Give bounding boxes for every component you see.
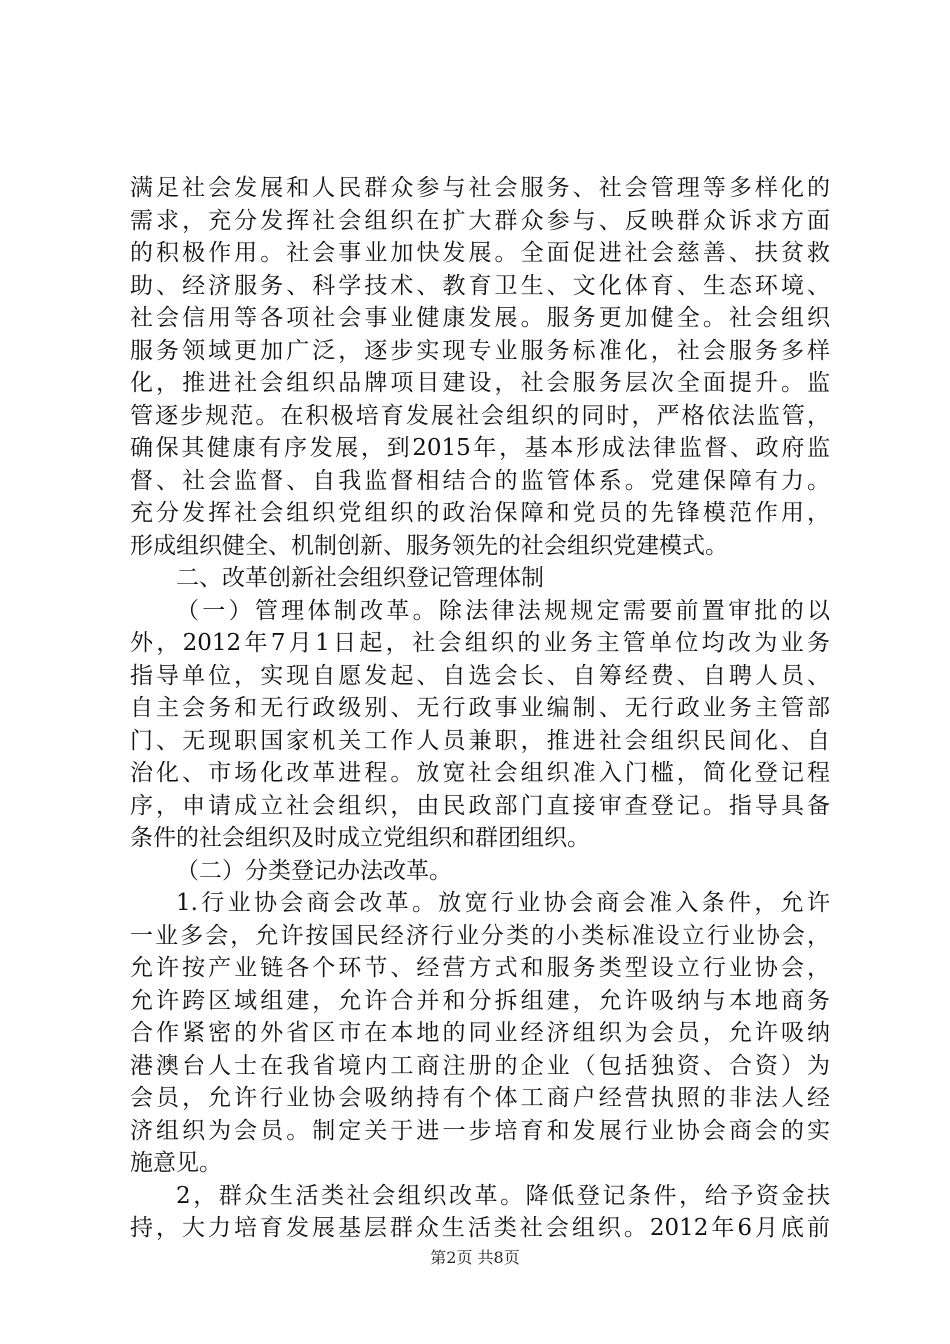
text-line: 管逐步规范。在积极培育发展社会组织的同时，严格依法监管， bbox=[130, 402, 830, 429]
text-line: 形成组织健全、机制创新、服务领先的社会组织党建模式。 bbox=[130, 532, 728, 559]
text-line: 的积极作用。社会事业加快发展。全面促进社会慈善、扶贫救 bbox=[130, 240, 830, 266]
text-line: 2，群众生活类社会组织改革。降低登记条件，给予资金扶 bbox=[176, 1182, 830, 1209]
text-line: 港澳台人士在我省境内工商注册的企业（包括独资、合资）为 bbox=[130, 1052, 830, 1079]
text-line: 合作紧密的外省区市在本地的同业经济组织为会员，允许吸纳 bbox=[130, 1020, 830, 1046]
text-line: 指导单位，实现自愿发起、自选会长、自筹经费、自聘人员、 bbox=[130, 662, 830, 689]
text-line: 需求，充分发挥社会组织在扩大群众参与、反映群众诉求方面 bbox=[130, 207, 830, 234]
text-line: 自主会务和无行政级别、无行政事业编制、无行政业务主管部 bbox=[130, 695, 830, 721]
text-line: 助、经济服务、科学技术、教育卫生、文化体育、生态环境、 bbox=[130, 272, 830, 299]
page-footer: 第2页 共8页 bbox=[430, 1248, 520, 1267]
text-line: 充分发挥社会组织党组织的政治保障和党员的先锋模范作用， bbox=[130, 500, 830, 526]
text-line: 条件的社会组织及时成立党组织和群团组织。 bbox=[130, 825, 590, 851]
text-line: 满足社会发展和人民群众参与社会服务、社会管理等多样化的 bbox=[130, 175, 830, 201]
text-line: 允许按产业链各个环节、经营方式和服务类型设立行业协会， bbox=[130, 955, 830, 981]
text-line: （二）分类登记办法改革。 bbox=[176, 857, 452, 884]
text-line: 门、无现职国家机关工作人员兼职，推进社会组织民间化、自 bbox=[130, 727, 830, 754]
text-line: 社会信用等各项社会事业健康发展。服务更加健全。社会组织 bbox=[130, 305, 830, 331]
text-line: 化，推进社会组织品牌项目建设，社会服务层次全面提升。监 bbox=[130, 370, 830, 396]
text-line: 会员，允许行业协会吸纳持有个体工商户经营执照的非法人经 bbox=[130, 1085, 830, 1111]
text-line: 督、社会监督、自我监督相结合的监管体系。党建保障有力。 bbox=[130, 467, 830, 494]
text-line: 服务领域更加广泛，逐步实现专业服务标准化，社会服务多样 bbox=[130, 337, 830, 364]
text-line: （一）管理体制改革。除法律法规规定需要前置审批的以 bbox=[176, 597, 830, 624]
text-line: 施意见。 bbox=[130, 1150, 222, 1176]
text-line: 允许跨区域组建，允许合并和分拆组建，允许吸纳与本地商务 bbox=[130, 987, 830, 1014]
text-line: 序，申请成立社会组织，由民政部门直接审查登记。指导具备 bbox=[130, 792, 830, 819]
text-line: 外，2012年7月1日起，社会组织的业务主管单位均改为业务 bbox=[130, 630, 830, 656]
text-line: 二、改革创新社会组织登记管理体制 bbox=[176, 565, 544, 591]
text-line: 一业多会，允许按国民经济行业分类的小类标准设立行业协会， bbox=[130, 922, 830, 949]
text-line: 1.行业协会商会改革。放宽行业协会商会准入条件，允许 bbox=[176, 890, 830, 916]
document-body bbox=[130, 172, 830, 1245]
text-line: 济组织为会员。制定关于进一步培育和发展行业协会商会的实 bbox=[130, 1117, 830, 1144]
text-line: 确保其健康有序发展，到2015年，基本形成法律监督、政府监 bbox=[130, 435, 830, 461]
text-line: 持，大力培育发展基层群众生活类社会组织。2012年6月底前 bbox=[130, 1215, 830, 1241]
text-line: 治化、市场化改革进程。放宽社会组织准入门槛，简化登记程 bbox=[130, 760, 830, 786]
